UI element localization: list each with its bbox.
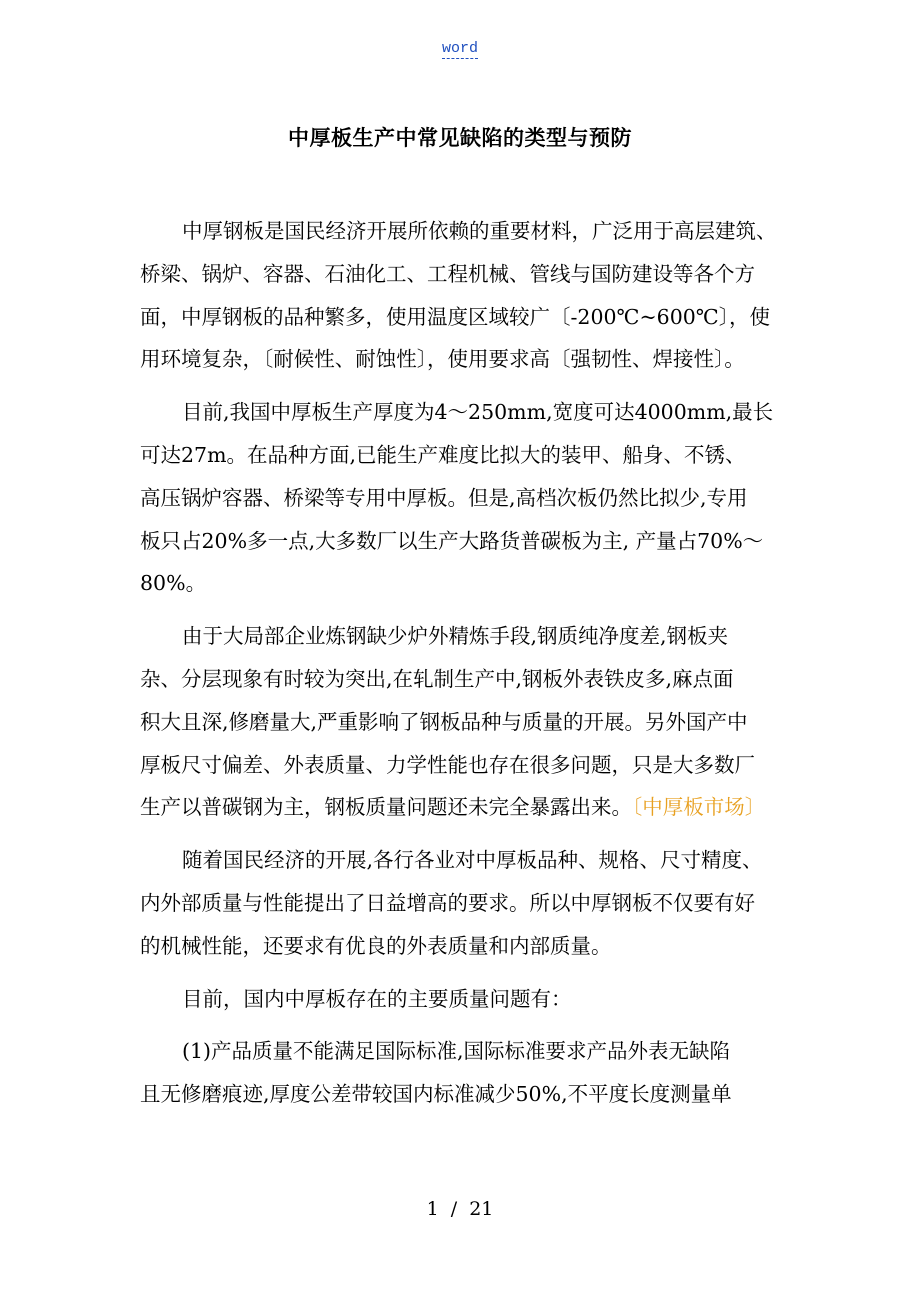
text-line: 桥梁、锅炉、容器、石油化工、工程机械、管线与国防建设等各个方	[140, 261, 755, 286]
text-line: (1)产品质量不能满足国际标准,国际标准要求产品外表无缺陷	[182, 1039, 731, 1064]
text-line: 可达27m。在品种方面,已能生产难度比拟大的装甲、船身、不锈、	[140, 442, 746, 467]
text-line: 的机械性能，还要求有优良的外表质量和内部质量。	[140, 933, 612, 958]
text-line: 目前，国内中厚板存在的主要质量问题有：	[182, 986, 572, 1011]
paragraph-issue-1	[140, 1030, 780, 1116]
paragraph-main-issues	[140, 978, 780, 1021]
page-number: 1 / 21	[426, 1198, 494, 1220]
text-segment: 生产以普碳钢为主，钢板质量问题还未完全暴露出来。	[140, 795, 632, 820]
market-link[interactable]: 〔中厚板市场〕	[632, 795, 766, 820]
text-line: 中厚钢板是国民经济开展所依赖的重要材料，广泛用于高层建筑、	[182, 219, 777, 243]
text-line: 用环境复杂，〔耐候性、耐蚀性〕，使用要求高〔强韧性、焊接性〕。	[140, 347, 745, 372]
paragraph-problems	[140, 615, 780, 829]
text-line: 目前,我国中厚板生产厚度为4～250mm,宽度可达4000mm,最长	[182, 400, 774, 425]
word-header-link[interactable]: word	[441, 40, 478, 57]
text-line: 板只占20%多一点,大多数厂以生产大路货普碳板为主, 产量占70%～	[140, 528, 764, 553]
text-line: 随着国民经济的开展,各行各业对中厚板品种、规格、尺寸精度、	[182, 848, 763, 873]
text-line: 且无修磨痕迹,厚度公差带较国内标准减少50%,不平度长度测量单	[140, 1082, 732, 1107]
document-body	[140, 210, 780, 1116]
document-title: 中厚板生产中常见缺陷的类型与预防	[288, 125, 632, 150]
text-line: 杂、分层现象有时较为突出,在轧制生产中,钢板外表铁皮多,麻点面	[140, 666, 734, 691]
text-line: 80%。	[140, 571, 207, 596]
text-line: 面，中厚钢板的品种繁多，使用温度区域较广〔-200℃~600℃〕，使	[140, 304, 770, 329]
page-header	[0, 40, 920, 57]
text-line: 厚板尺寸偏差、外表质量、力学性能也存在很多问题，只是大多数厂	[140, 752, 755, 777]
text-line	[140, 786, 780, 829]
paragraph-current-status	[140, 391, 780, 605]
text-line: 由于大局部企业炼钢缺少炉外精炼手段,钢质纯净度差,钢板夹	[182, 624, 729, 649]
text-line: 内外部质量与性能提出了日益增高的要求。所以中厚钢板不仅要有好	[140, 890, 755, 915]
text-line: 积大且深,修磨量大,严重影响了钢板品种与质量的开展。另外国产中	[140, 709, 748, 734]
text-line: 高压锅炉容器、桥梁等专用中厚板。但是,高档次板仍然比拟少,专用	[140, 485, 748, 510]
paragraph-requirements	[140, 839, 780, 967]
paragraph-intro	[140, 210, 780, 381]
